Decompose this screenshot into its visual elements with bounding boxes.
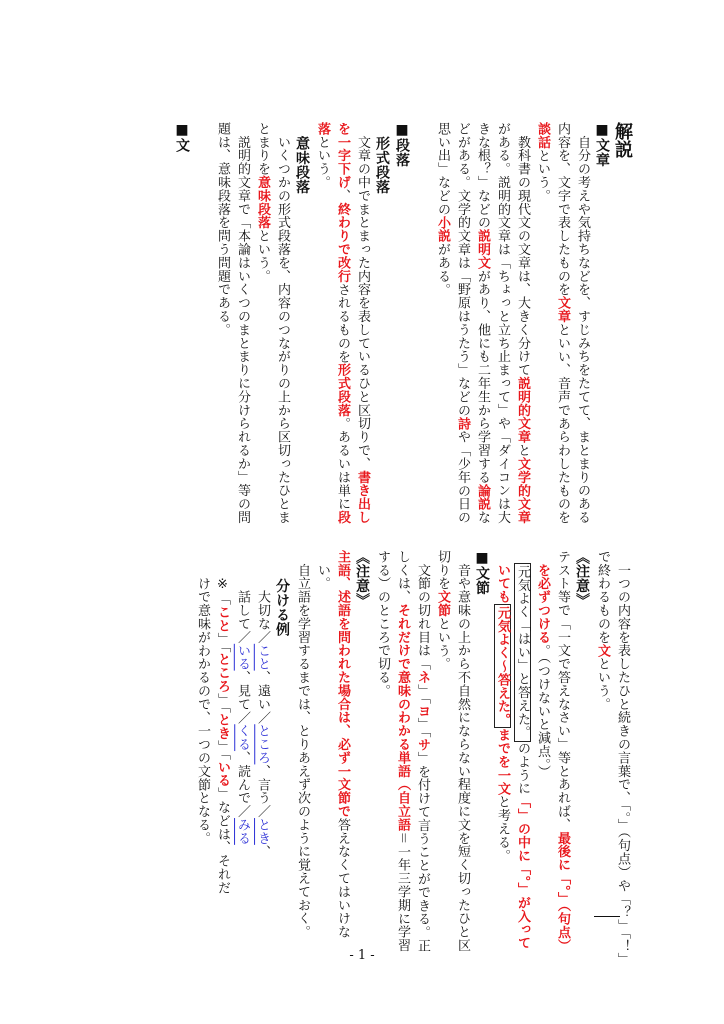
section-heading-phrase: ■文節 bbox=[474, 550, 490, 596]
text-line: どがある。文学的文章は「野原はうたう」などの詩や「少年の日の bbox=[455, 122, 470, 525]
example-word: いる bbox=[235, 643, 250, 671]
keyword: 終わりで改行 bbox=[335, 202, 350, 283]
text-line: いくつかの形式段落を、内容のつながりの上から区切ったひとま bbox=[275, 135, 290, 525]
example-word: みる bbox=[235, 818, 250, 845]
section-heading-sentence: ■文 bbox=[174, 122, 190, 153]
keyword: 文章 bbox=[555, 296, 570, 324]
keyword: とき bbox=[215, 713, 230, 741]
text-line: 題は、意味段落を問う問題である。 bbox=[215, 122, 230, 337]
note-heading: 《注意》 bbox=[354, 550, 370, 608]
keyword: 談話 bbox=[535, 122, 550, 149]
keyword: 説明文 bbox=[475, 229, 490, 270]
text-line: きな根？」などの説明文があり、他にも二年生から学習する論説な bbox=[475, 122, 490, 525]
bottom-text-block bbox=[72, 550, 632, 967]
keyword: それだけで意味のわかる単語（自立語 bbox=[395, 603, 410, 832]
text-line: 自分の考えや気持ちなどを、すじみちをたてて、まとまりのある bbox=[575, 135, 590, 525]
keyword: 文 bbox=[595, 643, 610, 658]
example-box: 元気よく「はい」と答えた。 bbox=[515, 565, 530, 740]
keyword: 詩 bbox=[455, 416, 470, 431]
text-line: 内容を、文字で表したものを文章といい、音声であらわしたものを bbox=[555, 122, 570, 525]
text-line: い。 bbox=[315, 563, 330, 591]
text-line: いても元気よく～答えた。までを一文と考える。 bbox=[495, 563, 510, 863]
keyword: 意味段落 bbox=[255, 175, 270, 230]
keyword: 段 bbox=[335, 510, 350, 525]
note-line: けで意味がわかるので、一つの文節となる。 bbox=[195, 576, 210, 845]
example-line: 話して／いる、見て／くる、読んで／みる bbox=[235, 590, 250, 845]
keyword: 論説 bbox=[475, 483, 490, 511]
text-line: テスト等で「一文で答えなさい」等とあれば、最後に「。」（句点） bbox=[555, 550, 570, 953]
text-line: 音や意味の上から不自然にならない程度に文を短く切ったひと区 bbox=[455, 563, 470, 953]
keyword: いる bbox=[215, 760, 230, 788]
note-line: ※「こと」「ところ」「とき」「いる」などは、それだ bbox=[215, 576, 230, 895]
text-line: 文章の中でまとまった内容を表しているひと区切りで、書き出し bbox=[355, 135, 370, 525]
example-word: くる bbox=[235, 724, 250, 752]
keyword: 書き出し bbox=[355, 470, 370, 525]
text-line: 教科書の現代文の文章は、大きく分けて説明的文章と文学的文章 bbox=[515, 135, 530, 525]
keyword: 小説 bbox=[435, 215, 450, 243]
keyword: サ bbox=[415, 738, 430, 752]
text-line: を必ずつける。（つけないと減点。） bbox=[535, 563, 550, 779]
text-line: 文節の切れ目は「ネ」「ヨ」「サ」を付けて言うことができる。正 bbox=[415, 563, 430, 953]
text-line: 落という。 bbox=[315, 122, 330, 190]
text-line: する）のところで切る。 bbox=[375, 550, 390, 698]
subheading-formal-paragraph: 形式段落 bbox=[374, 136, 390, 195]
keyword: ところ bbox=[215, 652, 230, 693]
section-heading-paragraph: ■段落 bbox=[394, 122, 410, 168]
top-text-block bbox=[72, 122, 633, 525]
example-word: とき bbox=[255, 818, 270, 845]
text-line: 思い出」などの小説がある。 bbox=[435, 122, 450, 297]
keyword: 落 bbox=[315, 122, 330, 136]
text-line: で終わるものを文という。 bbox=[595, 550, 610, 711]
page-title: 解説 bbox=[612, 122, 633, 159]
example-word: ところ bbox=[255, 724, 270, 765]
example-line: 大切な／こと、遠い／ところ、言う／とき、 bbox=[255, 590, 270, 859]
keyword: までを一文 bbox=[495, 728, 510, 796]
text-line: 説明的文章で「本論はいくつのまとまりに分けられるか」等の問 bbox=[235, 135, 250, 525]
keyword: 最後に「。」（句点） bbox=[555, 831, 570, 953]
keyword: 「」の中に「。」が入って bbox=[515, 795, 530, 950]
text-line: 主語、述語を問われた場合は、必ず一文節で答えなくてはいけな bbox=[335, 550, 350, 939]
text-line: 談話という。 bbox=[535, 122, 550, 203]
margin-rule bbox=[594, 916, 620, 917]
text-line: を一字下げ、終わりで改行されるものを形式段落。あるいは単に段 bbox=[335, 122, 350, 525]
note-heading: 《注意》 bbox=[574, 550, 590, 608]
text-line: とまりを意味段落という。 bbox=[255, 122, 270, 283]
keyword: 文学的文章 bbox=[515, 457, 530, 525]
keyword: こと bbox=[215, 605, 230, 633]
text-line: 一つの内容を表したひと続きの言葉で、「。」（句点）や「？」「！」 bbox=[615, 563, 630, 967]
subheading-meaning-paragraph: 意味段落 bbox=[294, 136, 310, 195]
section-heading-sentence-text: ■文章 bbox=[594, 122, 610, 168]
keyword: ヨ bbox=[415, 704, 430, 718]
text-line: 切りを文節という。 bbox=[435, 550, 450, 671]
text-line: がある。説明的文章は「ちょっと立ち止まって」や「ダイコンは大 bbox=[495, 122, 510, 524]
keyword: を一字下げ bbox=[335, 122, 350, 189]
text-line: 自立語を学習するまでは、とりあえず次のように覚えておく。 bbox=[295, 563, 310, 939]
keyword: ネ bbox=[415, 670, 430, 685]
keyword: を必ずつける bbox=[535, 563, 550, 644]
example-box: 元気よく～答えた。 bbox=[495, 605, 510, 727]
keyword: 形式段落 bbox=[335, 363, 350, 417]
example-word: こと bbox=[255, 643, 270, 671]
text-line: 元気よく「はい」と答えた。のように「」の中に「。」が入って bbox=[515, 565, 530, 950]
keyword: いても bbox=[495, 563, 510, 604]
text-line: しくは、それだけで意味のわかる単語（自立語＝一年三学期に学習 bbox=[395, 550, 410, 953]
subheading-examples: 分ける例 bbox=[274, 578, 290, 637]
page-number: - 1 - bbox=[349, 948, 375, 963]
keyword: 説明的文章 bbox=[515, 376, 530, 444]
keyword: 文節 bbox=[435, 590, 450, 618]
keyword: 主語、述語を問われた場合は、必ず一文節で bbox=[335, 550, 350, 818]
